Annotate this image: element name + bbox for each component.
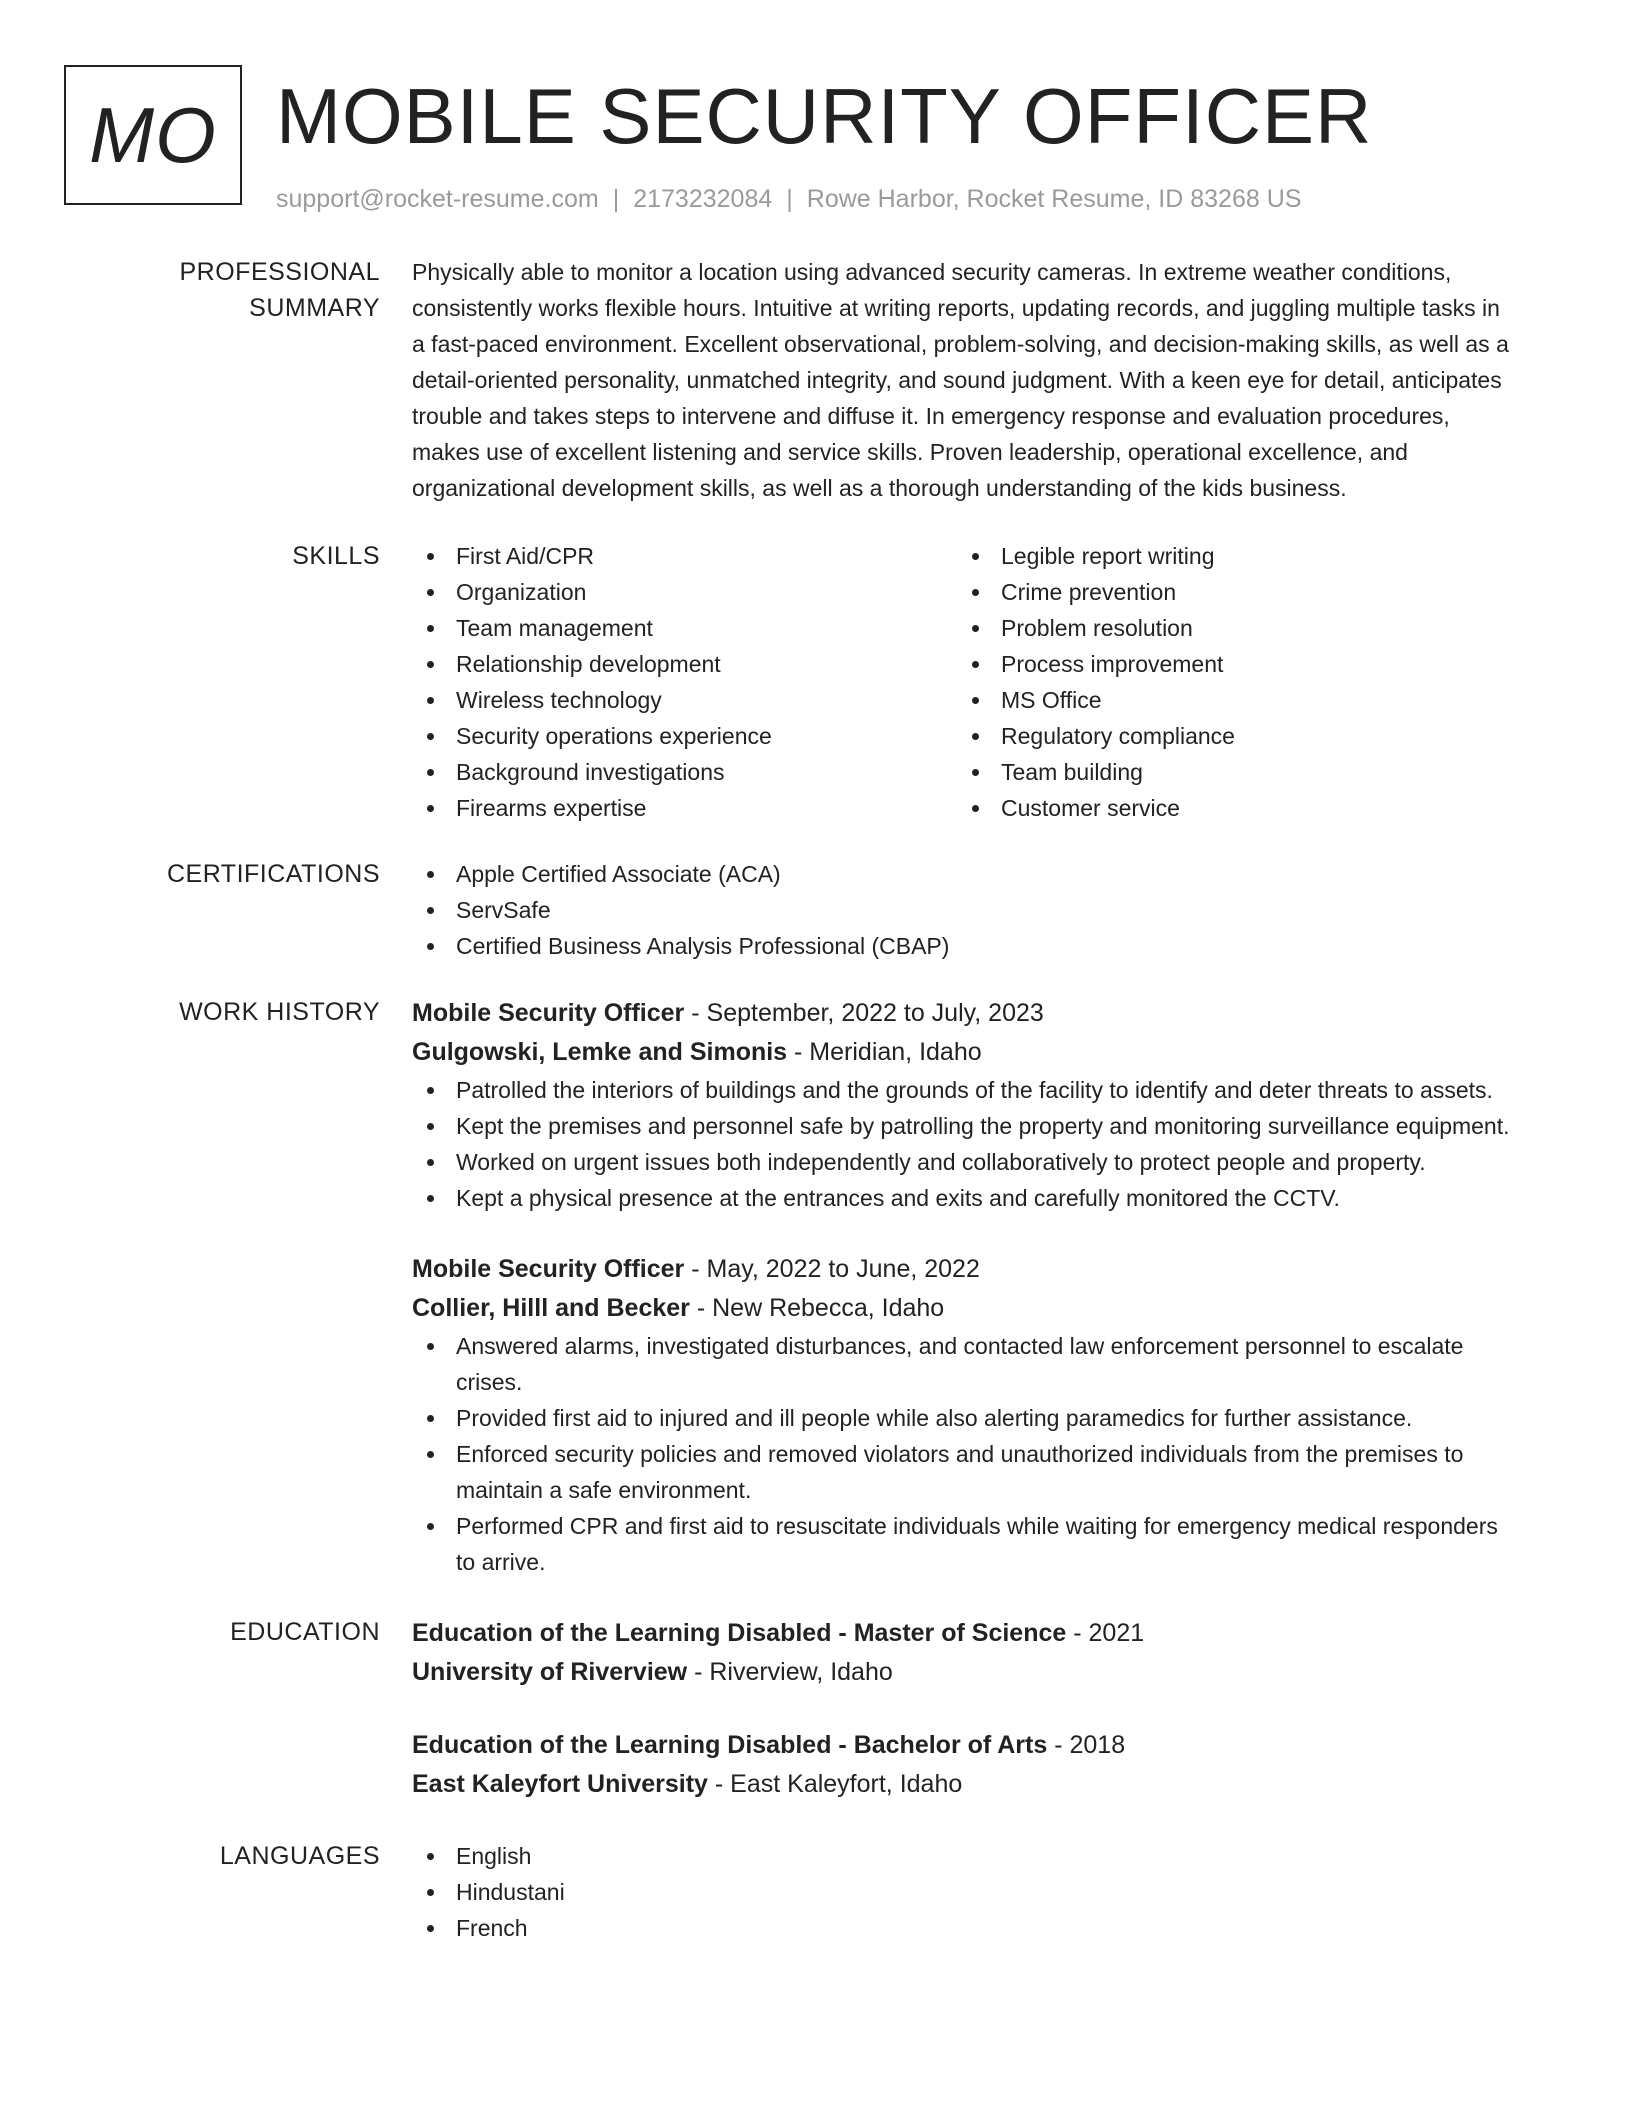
skill-item: Process improvement [957,646,1502,682]
section-label: LANGUAGES [219,1842,380,1870]
education-entry [412,1614,1518,1692]
section-label: WORK HISTORY [179,998,380,1026]
degree: Education of the Learning Disabled - Bachelor of Arts [412,1731,1048,1759]
job-title: Mobile Security Officer [412,999,685,1027]
contact-phone[interactable]: 2173232084 [633,185,773,213]
job-dates: - May, 2022 to June, 2022 [684,1255,980,1283]
job-company-line [412,1033,1518,1072]
summary-text: Physically able to monitor a location using advanced security cameras. In extreme weather conditions, consistently works flexible hours. Intuitive at writing reports, updating records, and juggling multiple tasks in a fast-paced environment. Excellent observational, problem-solving, and decision-making skills, as well as a detail-oriented personality, unmatched integrity, and sound judgment. With a keen eye for detail, anticipates trouble and takes steps to intervene and diffuse it. In emergency response and evaluation procedures, makes use of excellent listening and service skills. Proven leadership, operational excellence, and organizational development skills, as well as a thorough understanding of the kids business. [412,259,1509,501]
language-item: French [412,1910,1518,1946]
job-entry [412,994,1518,1216]
work-history-body [412,994,1568,1580]
job-title-line [412,1250,1518,1289]
skill-item: Team building [957,754,1502,790]
job-duty: Answered alarms, investigated disturbances, and contacted law enforcement personnel to escalate crises. [412,1328,1518,1400]
contact-separator: | [786,185,793,213]
skill-item: Regulatory compliance [957,718,1502,754]
certification-item: ServSafe [412,892,1518,928]
candidate-title: MOBILE SECURITY OFFICER [276,72,1373,160]
certifications-list [412,856,1518,964]
school: University of Riverview [412,1658,688,1686]
header-text [276,65,1372,214]
degree-line [412,1726,1518,1765]
skill-item: Relationship development [412,646,957,682]
skill-item: Legible report writing [957,538,1502,574]
job-duty: Worked on urgent issues both independently and collaboratively to protect people and property. [412,1144,1518,1180]
skill-item: Background investigations [412,754,957,790]
skill-item: Customer service [957,790,1502,826]
certifications-body [412,856,1568,964]
school: East Kaleyfort University [412,1770,708,1798]
summary-section [64,254,1568,506]
school-line [412,1653,1518,1692]
job-company: Collier, Hilll and Becker [412,1294,690,1322]
certifications-section [64,856,1568,964]
contact-separator: | [612,185,620,213]
school-location: - Riverview, Idaho [687,1658,893,1686]
languages-section [64,1838,1568,1946]
job-location: - New Rebecca, Idaho [689,1294,945,1322]
language-item: Hindustani [412,1874,1518,1910]
skills-grid [412,538,1568,826]
section-label: PROFESSIONAL SUMMARY [179,258,380,322]
degree-line [412,1614,1518,1653]
skill-item: MS Office [957,682,1502,718]
job-duties [412,1328,1518,1580]
job-company: Gulgowski, Lemke and Simonis [412,1038,788,1066]
education-body [412,1614,1568,1804]
skills-list-right [957,538,1502,826]
skill-item: Problem resolution [957,610,1502,646]
contact-email[interactable]: support@rocket-resume.com [276,185,599,213]
job-duties [412,1072,1518,1216]
job-duty: Kept a physical presence at the entrances and exits and carefully monitored the CCTV. [412,1180,1518,1216]
section-label: EDUCATION [230,1618,380,1646]
job-company-line [412,1289,1518,1328]
job-duty: Kept the premises and personnel safe by patrolling the property and monitoring surveillance equipment. [412,1108,1518,1144]
skill-item: Organization [412,574,957,610]
section-label: SKILLS [292,542,380,570]
degree: Education of the Learning Disabled - Master of Science [412,1619,1067,1647]
job-duty: Patrolled the interiors of buildings and the grounds of the facility to identify and deter threats to assets. [412,1072,1518,1108]
skills-list-left [412,538,957,826]
skill-item: Firearms expertise [412,790,957,826]
languages-body [412,1838,1568,1946]
education-section [64,1614,1568,1804]
languages-list [412,1838,1518,1946]
skill-item: Security operations experience [412,718,957,754]
job-title-line [412,994,1518,1033]
certification-item: Apple Certified Associate (ACA) [412,856,1518,892]
work-history-section [64,994,1568,1580]
skill-item: Wireless technology [412,682,957,718]
skill-item: First Aid/CPR [412,538,957,574]
monogram-badge: MO [64,65,242,205]
job-location: - Meridian, Idaho [787,1038,982,1066]
job-title: Mobile Security Officer [412,1255,685,1283]
section-label: CERTIFICATIONS [166,860,380,888]
job-duty: Enforced security policies and removed violators and unauthorized individuals from the premises to maintain a safe environment. [412,1436,1518,1508]
job-duty: Provided first aid to injured and ill people while also alerting paramedics for further assistance. [412,1400,1518,1436]
resume-header [64,65,1568,214]
contact-address: Rowe Harbor, Rocket Resume, ID 83268 US [806,185,1302,213]
job-entry [412,1250,1518,1580]
language-item: English [412,1838,1518,1874]
degree-year: - 2018 [1047,1731,1126,1759]
skill-item: Crime prevention [957,574,1502,610]
skill-item: Team management [412,610,957,646]
certification-item: Certified Business Analysis Professional (CBAP) [412,928,1518,964]
job-duty: Performed CPR and first aid to resuscitate individuals while waiting for emergency medical responders to arrive. [412,1508,1518,1580]
skills-section [64,538,1568,826]
contact-line [276,185,1372,214]
school-line [412,1765,1518,1804]
job-dates: - September, 2022 to July, 2023 [684,999,1044,1027]
education-entry [412,1726,1518,1804]
school-location: - East Kaleyfort, Idaho [707,1770,963,1798]
degree-year: - 2021 [1066,1619,1145,1647]
